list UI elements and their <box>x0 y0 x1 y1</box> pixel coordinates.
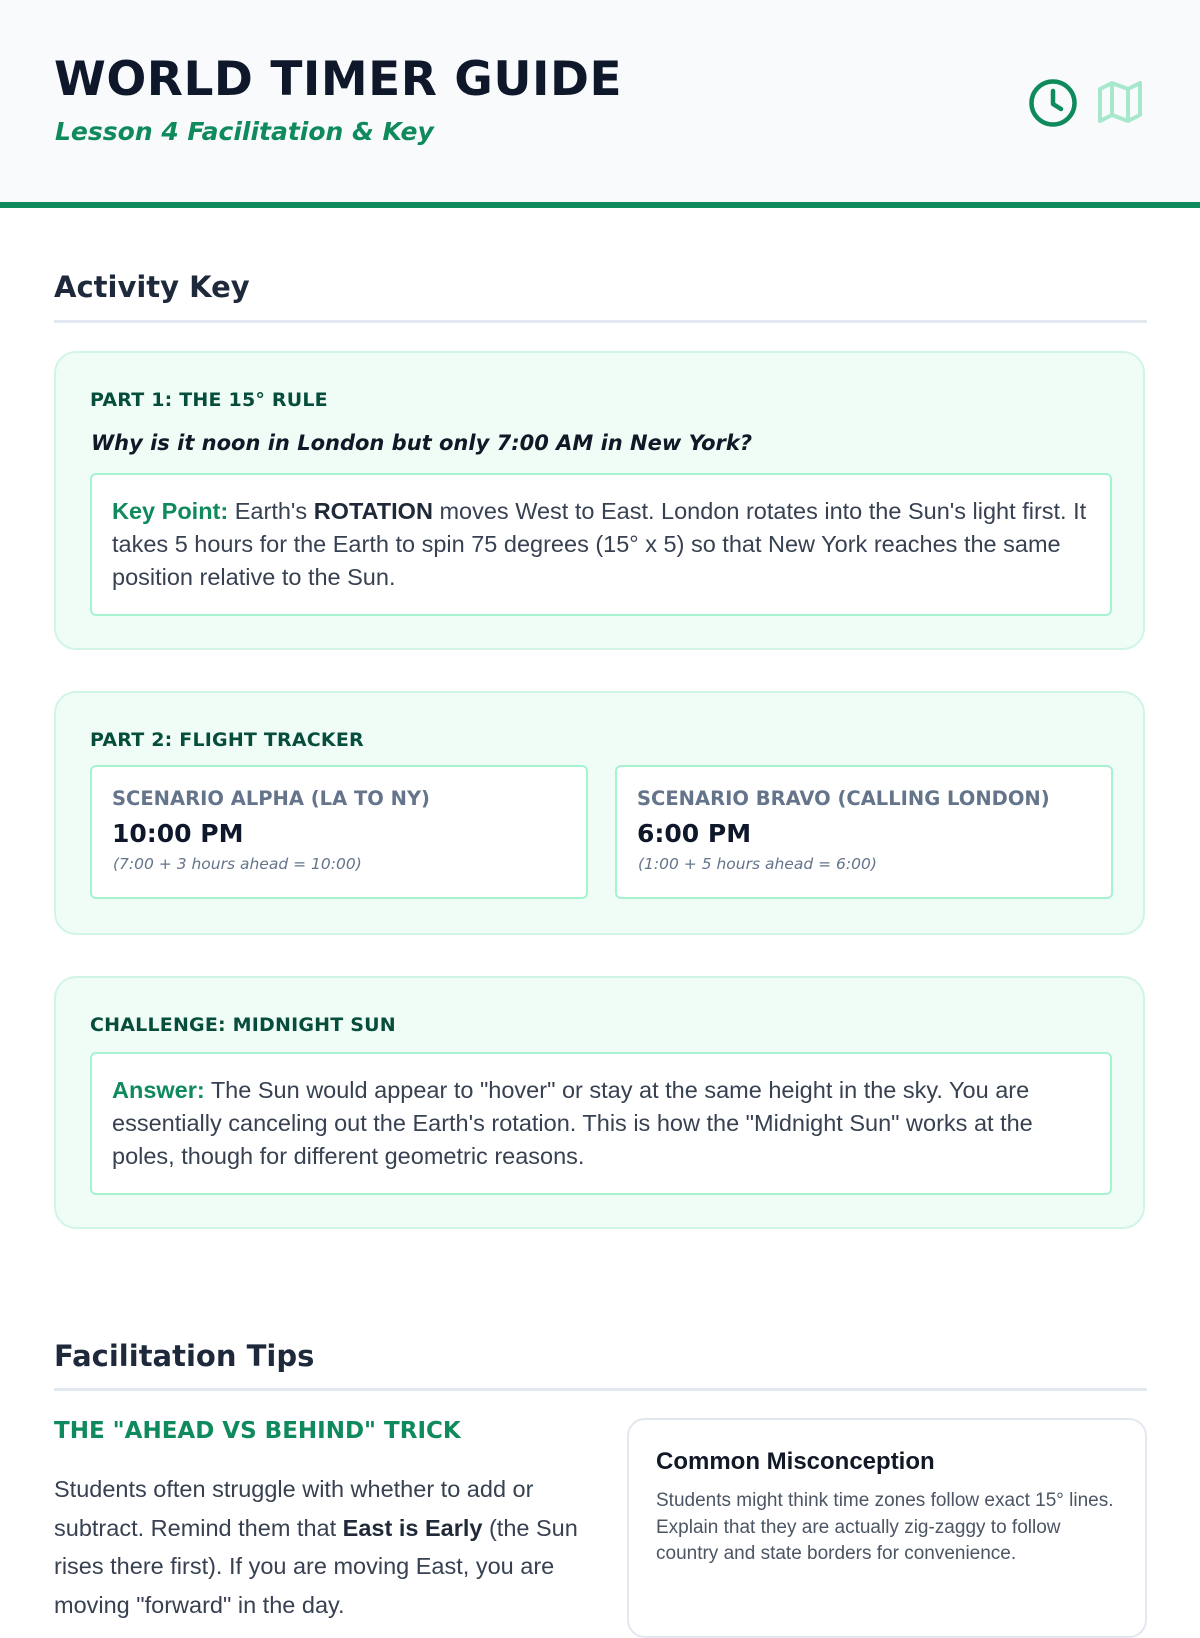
page-subtitle: Lesson 4 Facilitation & Key <box>55 117 434 146</box>
tip-emphasis: East is Early <box>342 1514 483 1541</box>
scenario-title: SCENARIO ALPHA (LA TO NY) <box>112 787 430 810</box>
answer-label: Answer: <box>112 1077 205 1103</box>
misconception-title: Common Misconception <box>656 1448 935 1475</box>
scenario-calculation: (1:00 + 5 hours ahead = 6:00) <box>638 855 877 873</box>
scenario-title: SCENARIO BRAVO (CALLING LONDON) <box>637 787 1050 810</box>
page-header <box>0 0 1200 208</box>
map-icon <box>1096 78 1144 131</box>
part2-label: PART 2: FLIGHT TRACKER <box>90 729 364 751</box>
challenge-card <box>54 976 1145 1229</box>
section-title-facilitation-tips: Facilitation Tips <box>54 1339 315 1373</box>
clock-icon <box>1028 78 1078 133</box>
part1-card <box>54 351 1145 650</box>
scenario-answer-time: 10:00 PM <box>112 819 244 848</box>
key-point-text: Earth's <box>228 498 314 524</box>
scenario-bravo <box>615 765 1113 899</box>
tip-body <box>54 1470 594 1624</box>
key-point-label: Key Point: <box>112 498 229 524</box>
scenario-alpha <box>90 765 588 899</box>
section-divider <box>54 1388 1147 1391</box>
part1-label: PART 1: THE 15° RULE <box>90 389 328 411</box>
scenario-answer-time: 6:00 PM <box>637 819 752 848</box>
part2-card <box>54 691 1145 935</box>
section-divider <box>54 320 1147 323</box>
misconception-card <box>627 1418 1147 1638</box>
scenario-calculation: (7:00 + 3 hours ahead = 10:00) <box>113 855 362 873</box>
section-title-activity-key: Activity Key <box>54 270 250 304</box>
key-point-text-continued: moves West to East. London rotates into the Sun's light first. It takes 5 hours for the Earth to spin 75 degrees (15° x 5) so that New York reaches the same position relative to the Sun. <box>112 498 1087 590</box>
challenge-label: CHALLENGE: MIDNIGHT SUN <box>90 1014 396 1036</box>
challenge-answer <box>90 1052 1112 1195</box>
part1-key-point <box>90 473 1112 616</box>
tip-text-continued: (the Sun rises there first). If you are moving East, you are moving "forward" in the day. <box>54 1514 578 1618</box>
part1-question: Why is it noon in London but only 7:00 AM in New York? <box>91 431 753 455</box>
answer-text: The Sun would appear to "hover" or stay at the same height in the sky. You are essentially canceling out the Earth's rotation. This is how the "Midnight Sun" works at the poles, though for different geometric reasons. <box>112 1077 1033 1169</box>
key-point-emphasis: ROTATION <box>313 498 433 524</box>
tip-heading: THE "AHEAD VS BEHIND" TRICK <box>54 1418 461 1444</box>
page-title: WORLD TIMER GUIDE <box>54 52 623 107</box>
misconception-text: Students might think time zones follow exact 15° lines. Explain that they are actually zig-zaggy to follow country and state borders for convenience. <box>656 1490 1114 1564</box>
tip-text: Students often struggle with whether to add or subtract. Remind them that <box>54 1476 534 1541</box>
